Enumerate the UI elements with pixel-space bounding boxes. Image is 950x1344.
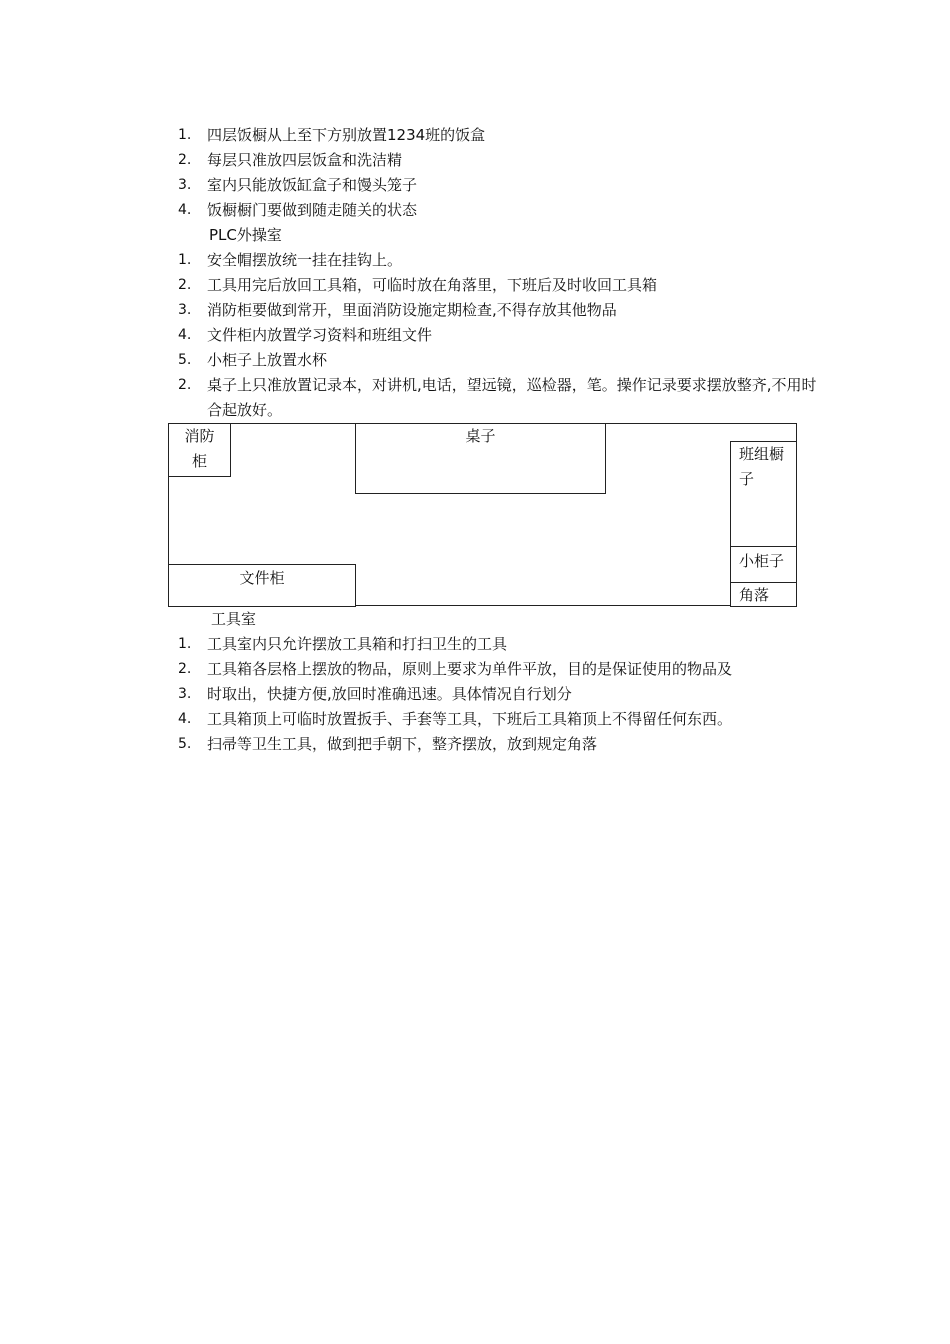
plc-room-layout [168, 423, 797, 606]
list-number: 2. [178, 152, 192, 168]
list-text: 时取出，快捷方便,放回时准确迅速。具体情况自行划分 [207, 685, 572, 703]
list-number: 5. [178, 736, 192, 752]
list-text: 安全帽摆放统一挂在挂钩上。 [207, 251, 403, 269]
small-cabinet-box [730, 546, 797, 583]
list-number: 3. [178, 686, 192, 702]
list-number: 1. [178, 636, 192, 652]
list-number: 1. [178, 127, 192, 143]
list-number: 1. [178, 252, 192, 268]
desk-label: 桌子 [465, 427, 496, 445]
fire-cabinet-label: 消防柜 [184, 427, 215, 470]
corner-label: 角落 [739, 586, 770, 604]
list-text: 工具箱顶上可临时放置扳手、手套等工具，下班后工具箱顶上不得留任何东西。 [207, 710, 733, 728]
list-text: 四层饭橱从上至下方别放置1234班的饭盒 [207, 126, 486, 144]
list-text: 消防柜要做到常开，里面消防设施定期检查,不得存放其他物品 [207, 301, 617, 319]
list-text: 扫帚等卫生工具，做到把手朝下，整齐摆放，放到规定角落 [207, 735, 598, 753]
list-text: 工具箱各层格上摆放的物品，原则上要求为单件平放，目的是保证使用的物品及 [207, 660, 733, 678]
list-text: 文件柜内放置学习资料和班组文件 [207, 326, 433, 344]
fire-cabinet-box [168, 423, 231, 477]
list-number: 2. [178, 377, 192, 393]
team-cabinet-box [730, 441, 797, 547]
desk-box [355, 423, 606, 494]
small-cabinet-label: 小柜子 [739, 552, 785, 570]
list-number: 3. [178, 302, 192, 318]
list-number: 5. [178, 352, 192, 368]
list-number: 2. [178, 661, 192, 677]
corner-box [730, 582, 797, 607]
list-text: 桌子上只准放置记录本，对讲机,电话，望远镜，巡检器，笔。操作记录要求摆放整齐,不用时合起放好。 [207, 376, 817, 419]
team-cabinet-label: 班组橱子 [739, 445, 785, 488]
list-text: 室内只能放饭缸盒子和馒头笼子 [207, 176, 418, 194]
list-text: 每层只准放四层饭盒和洗洁精 [207, 151, 403, 169]
list-number: 2. [178, 277, 192, 293]
list-number: 3. [178, 177, 192, 193]
list-text: 小柜子上放置水杯 [207, 351, 328, 369]
file-cabinet-box [168, 564, 356, 607]
file-cabinet-label: 文件柜 [239, 569, 285, 587]
list-number: 4. [178, 202, 192, 218]
tool-room-heading: 工具室 [211, 610, 257, 628]
list-number: 4. [178, 327, 192, 343]
plc-room-heading: PLC外操室 [209, 226, 282, 244]
list-text: 饭橱橱门要做到随走随关的状态 [207, 201, 418, 219]
list-text: 工具用完后放回工具箱，可临时放在角落里，下班后及时收回工具箱 [207, 276, 658, 294]
list-number: 4. [178, 711, 192, 727]
list-text: 工具室内只允许摆放工具箱和打扫卫生的工具 [207, 635, 508, 653]
